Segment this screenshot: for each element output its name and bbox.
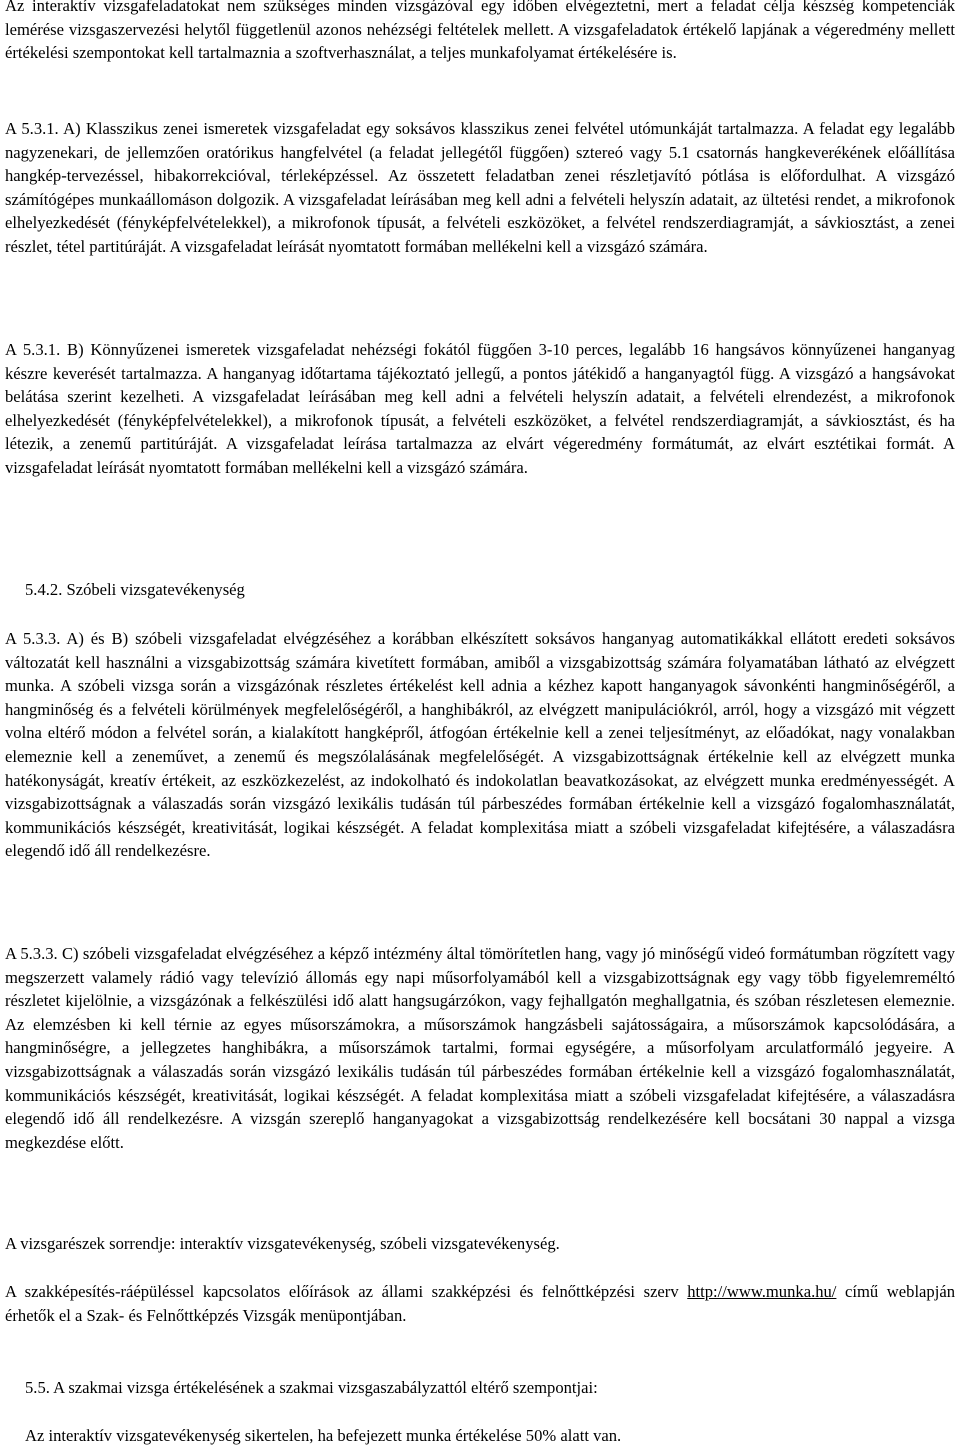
paragraph-exam-order: A vizsgarészek sorrendje: interaktív vizsgatevékenység, szóbeli vizsgatevékenység. [5,1234,560,1253]
paragraph-a-5-3-3-ab: A 5.3.3. A) és B) szóbeli vizsgafeladat elvégzéséhez a korábban elkészített soksávos hanganyag automatikákkal ellátott eredeti soksávos változatát kell használni a vizsgabizottság számára kivetített formában, amiből a vizsgabizottság számára folyamatában látható az elvégzett munka. A szóbeli vizsga során a vizsgázónak részletes értékelést kell adnia a kézhez kapott hanganyagok sávonkénti hangminőségéről, a hangminőség és a felvételi körülmények megfelelőségéről, a hanghibákról, az elvégzett manipulációkról, arról, hogy a vizsgázó mit végzett volna eltérő módon a felvétel során, a kialakított hangképről, átfogóan értékelnie kell a zenei teljesítményt, az előadókat, nagy vonalakban elemeznie kell a zeneművet, a zenemű és megszólalásának megfelelőségét. A vizsgabizottságnak értékelnie kell az elvégzett munka hatékonyságát, kreatív értékeit, az eszközkezelést, az indokolható és indokolatlan beavatkozásokat, az elvégzett munka eredményességét. A vizsgabizottságnak a válaszadás során vizsgázó lexikális tudásán túl párbeszédes formában értékelnie kell a vizsgázó fogalomhasználatát, kommunikációs készségét, kreativitását, logikai készségét. A feladat komplexitása miatt a szóbeli vizsgafeladat kifejtésére, a válaszadásra elegendő idő áll rendelkezésre. [5,629,955,861]
munka-hu-link[interactable]: http://www.munka.hu/ [687,1282,837,1301]
section-heading-evaluation: 5.5. A szakmai vizsga értékelésének a szakmai vizsgaszabályzattól eltérő szempontjai: [25,1378,598,1397]
paragraph-a-5-3-1-a: A 5.3.1. A) Klasszikus zenei ismeretek vizsgafeladat egy soksávos klasszikus zenei felvétel utómunkáját tartalmazza. A feladat egy legalább nagyzenekari, de jellemzően oratórikus hangfelvétel (a feladat jellegétől függően) sztereó vagy 5.1 csatornás hangkeverékének előállítása hangkép-tervezéssel, hibakorrekcióval, térleképzéssel. Az összetett feladatban zenei részletjavító pótlása is előfordulhat. A vizsgázó számítógépes munkaállomáson dolgozik. A vizsgafeladat leírásában meg kell adni a felvételi helyszín adatait, az ültetési rendet, a mikrofonok elhelyezkedését (fényképfelvételekkel), a mikrofonok típusát, a felvételi eszközöket, a felvétel rendszerdiagramját, a sávkiosztást, a zenei részlet, tétel partitúráját. A vizsgafeladat leírását nyomtatott formában mellékelni kell a vizsgázó számára. [5,119,955,256]
paragraph-intro: Az interaktív vizsgafeladatokat nem szükséges minden vizsgázóval egy időben elvégeztetni, mert a feladat célja készség kompetenciák lemérése vizsgaszervezési helytől függetlenül azonos nehézségi feltételek mellett. A vizsgafeladatok értékelő lapjának a végeredmény mellett értékelési szempontokat kell tartalmaznia a szoftverhasználat, a teljes munkafolyamat értékelésére is. [5,0,955,63]
paragraph-further-info: A szakképesítés-ráépüléssel kapcsolatos előírások az állami szakképzési és felnőttképzési szerv http://www.munka.hu/ című weblapján érhetők el a Szak- és Felnőttképzés Vizsgák menüpontjában. [5,1282,955,1325]
section-heading-oral-exam: 5.4.2. Szóbeli vizsgatevékenység [25,580,245,599]
paragraph-evaluation: Az interaktív vizsgatevékenység sikertelen, ha befejezett munka értékelése 50% alatt van. [25,1426,622,1445]
paragraph-a-5-3-3-c: A 5.3.3. C) szóbeli vizsgafeladat elvégzéséhez a képző intézmény által tömörítetlen hang, vagy jó minőségű videó formátumban rögzített vagy megszerzett valamely rádió vagy televízió állomás egy napi műsorfolyamából kell a vizsgabizottságnak egy vagy több figyelemreméltó részletet kijelölnie, a vizsgázónak a felkészülési idő alatt hangsugárzókon, vagy fejhallgatón meghallgatnia, és szóban részletesen elemeznie. Az elemzésben ki kell térnie az egyes műsorszámokra, a műsorszámok hangzásbeli sajátosságaira, a műsorszámok kapcsolódására, a hangminőségre, a jellegzetes hanghibákra, a műsorszámok tartalmi, formai egységére, a műsorfolyam arculatformáló jegyeire. A vizsgabizottságnak a válaszadás során vizsgázó lexikális tudásán túl párbeszédes formában értékelnie kell a vizsgázó fogalomhasználatát, kommunikációs készségét, kreativitását, logikai készségét. A feladat komplexitása miatt a szóbeli vizsgafeladat kifejtésére, a válaszadásra elegendő idő áll rendelkezésre. A vizsgán szereplő hanganyagokat a vizsgabizottság rendelkezésére kell bocsátani 30 nappal a vizsga megkezdése előtt. [5,944,955,1152]
paragraph-a-5-3-1-b: A 5.3.1. B) Könnyűzenei ismeretek vizsgafeladat nehézségi fokától függően 3-10 perces, legalább 16 hangsávos könnyűzenei hanganyag készre keverését tartalmazza. A hanganyag időtartama tájékoztató jellegű, a pontos játékidő a hanganyagtól függ. A vizsgázó a hangsávokat belátása szerint kezelheti. A vizsgafeladat leírásában meg kell adni a felvételi helyszín adatait, a felvételi elrendezést, a mikrofonok elhelyezkedését (fényképfelvételekkel), a mikrofonok típusát, a felvételi eszközöket, a felvétel rendszerdiagramját, a sávkiosztást, és ha létezik, a zenemű partitúráját. A vizsgafeladat leírása tartalmazza az elvárt végeredmény formátumát, az elvárt esztétikai formát. A vizsgafeladat leírását nyomtatott formában mellékelni kell a vizsgázó számára. [5,340,955,477]
